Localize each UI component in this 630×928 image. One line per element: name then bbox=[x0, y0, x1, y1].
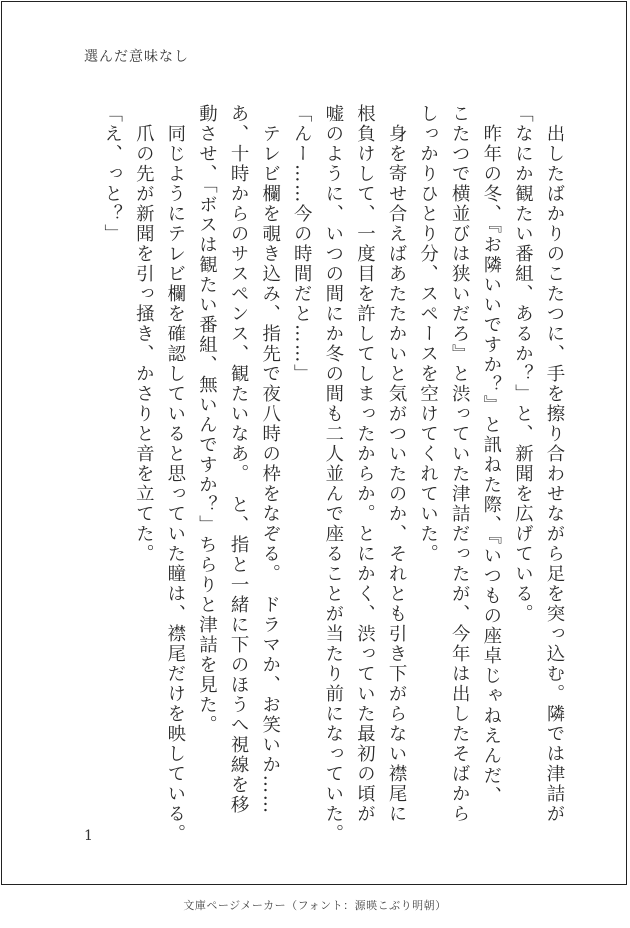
text-line: 嘘のように、いつの間にか冬の間も二人並んで座ることが当たり前になっていた。 bbox=[322, 104, 344, 844]
text-line: しっかりひとり分、スペースを空けてくれていた。 bbox=[417, 104, 439, 564]
text-line: 同じようにテレビ欄を確認していると思っていた瞳は、襟尾だけを映している。 bbox=[164, 104, 186, 844]
text-line: 身を寄せ合えばあたたかいと気がついたのか、それとも引き下がらない襟尾に bbox=[386, 104, 408, 824]
text-line: こたつで横並びは狭いだろ』と渋っていた津詰だったが、今年は出したそばから bbox=[449, 104, 471, 824]
book-page bbox=[1, 1, 627, 885]
text-line: 根負けして、一度目を許してしまったからか。とにかく、渋っていた最初の頃が bbox=[354, 104, 376, 824]
text-line: 「え、っと？」 bbox=[101, 104, 123, 244]
text-line: 「なにか観たい番組、あるか？」と、新聞を広げている。 bbox=[512, 104, 534, 624]
text-line: 出したばかりのこたつに、手を擦り合わせながら足を突っ込む。隣では津詰が bbox=[544, 104, 565, 824]
page-number: 1 bbox=[84, 828, 93, 844]
running-title: 選んだ意味なし bbox=[84, 49, 189, 65]
text-line: 爪の先が新聞を引っ掻き、かさりと音を立てた。 bbox=[133, 104, 155, 564]
text-line: 昨年の冬、『お隣いいですか？』と訊ねた際、『いつもの座卓じゃねえんだ、 bbox=[480, 104, 502, 806]
footer-credit: 文庫ページメーカー（フォント：源暎こぶり明朝） bbox=[183, 899, 447, 912]
vertical-body-text bbox=[96, 104, 570, 844]
text-line: テレビ欄を覗き込み、指先で夜八時の枠をなぞる。 ドラマか、お笑いか…… bbox=[259, 104, 281, 815]
text-line: あ、十時からのサスペンス、観たいなあ。 と、指と一緒に下のほうへ視線を移 bbox=[228, 104, 250, 815]
text-line: 「んー……今の時間だと……」 bbox=[291, 104, 313, 384]
text-line: 動させ、「ボスは観たい番組、無いんですか？」ちらりと津詰を見た。 bbox=[196, 104, 218, 735]
